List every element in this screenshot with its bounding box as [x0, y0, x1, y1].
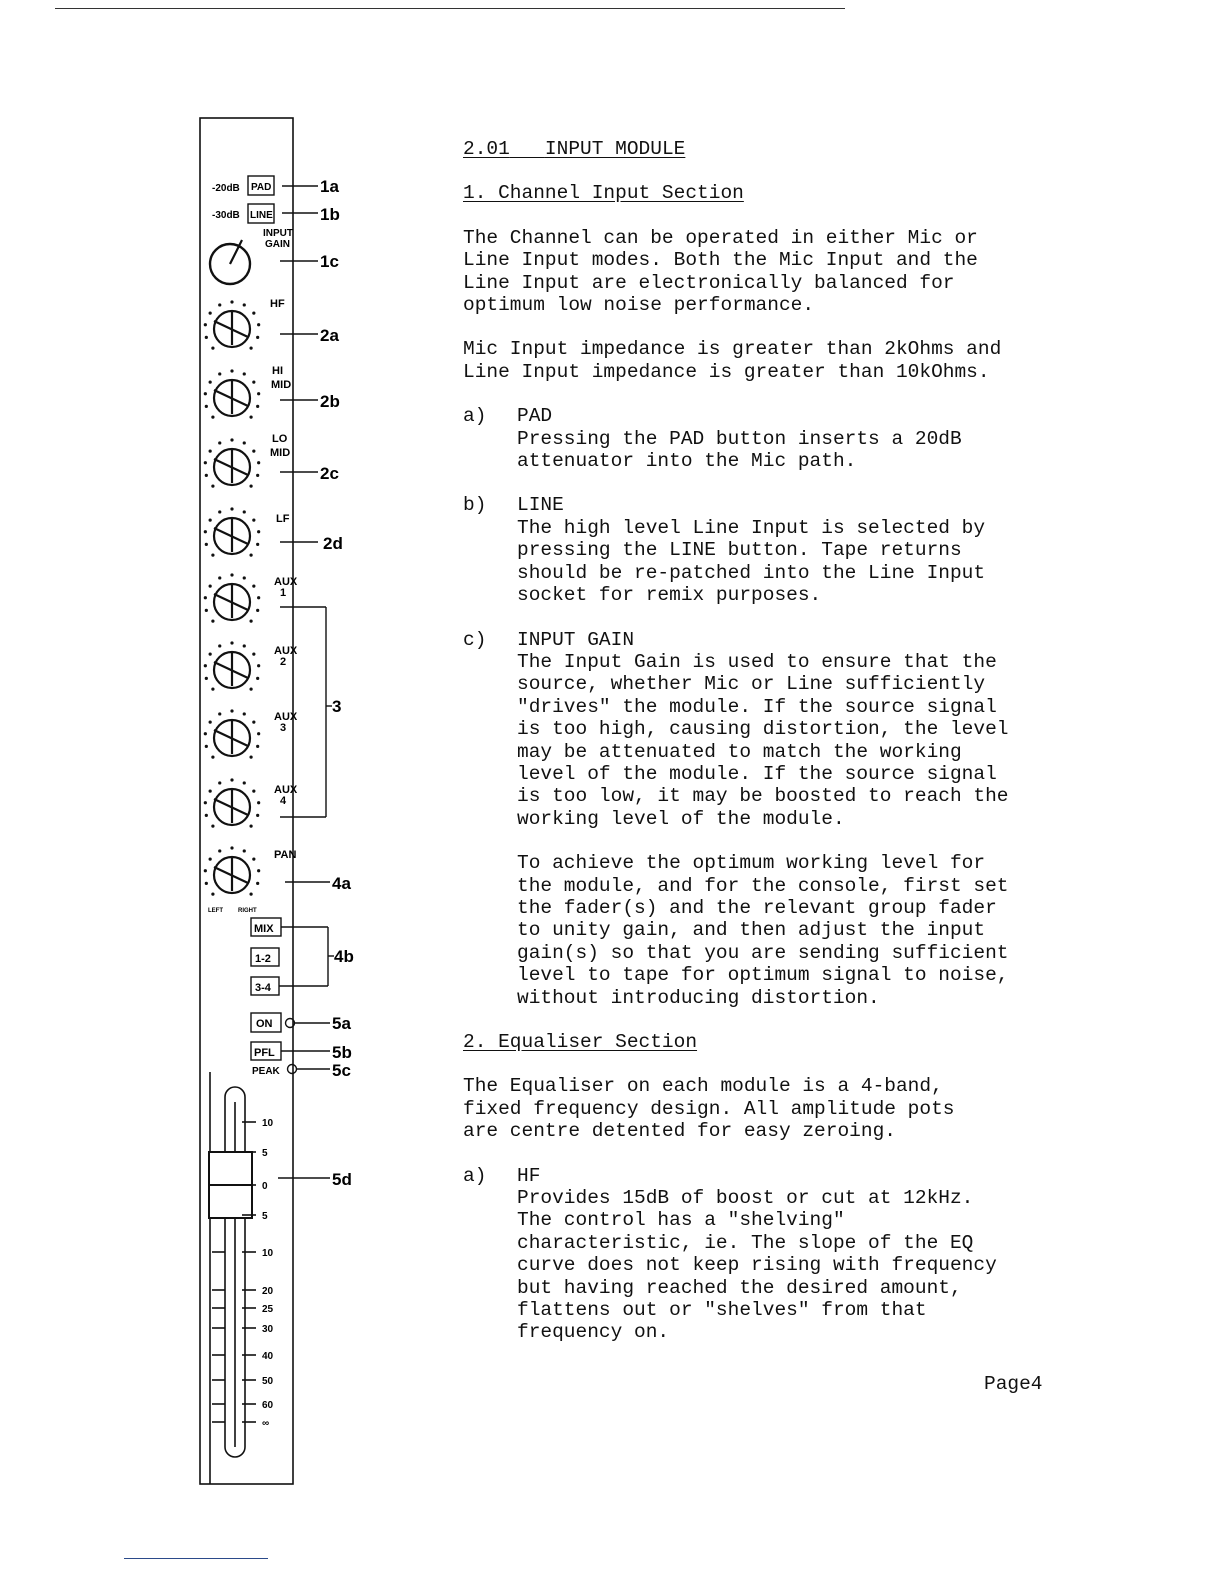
lo-label: LO	[272, 433, 288, 445]
pad-label: -20dB	[212, 183, 240, 194]
hi-mid-label: MID	[271, 379, 292, 391]
bottom-rule	[124, 1558, 268, 1559]
document-text	[463, 138, 1123, 1366]
channel-input-impedance: Mic Input impedance is greater than 2kOhms and Line Input impedance is greater than 10kOhms.	[463, 338, 1002, 383]
peak-label: PEAK	[252, 1066, 280, 1077]
fader-scale-label: 20	[262, 1286, 274, 1297]
fader-scale-label: 5	[262, 1211, 268, 1222]
aux3-number: 3	[280, 722, 287, 734]
lf-knob[interactable]	[204, 507, 261, 556]
input-module-diagram	[190, 112, 370, 1497]
callout-5a: 5a	[332, 1014, 351, 1033]
fader-scale-label: 10	[262, 1118, 274, 1129]
fader-scale-label: 0	[262, 1181, 268, 1192]
aux1-knob[interactable]	[204, 573, 261, 622]
aux2-number: 2	[280, 656, 287, 668]
callout-1c: 1c	[320, 252, 339, 271]
line-button-label: LINE	[250, 210, 273, 221]
pan-label: PAN	[274, 849, 297, 861]
fader-scale-label: 50	[262, 1376, 274, 1387]
item-text: Pressing the PAD button inserts a 20dB attenuator into the Mic path.	[517, 427, 962, 473]
callout-3: 3	[332, 697, 342, 716]
item-hf	[463, 1165, 1123, 1344]
aux1-number: 1	[280, 587, 287, 599]
callout-1a: 1a	[320, 177, 339, 196]
fader-scale-label: 10	[262, 1248, 274, 1259]
pad-button-label: PAD	[251, 182, 272, 193]
aux2-label: AUX	[274, 645, 298, 657]
fader-scale-label: 40	[262, 1351, 274, 1362]
aux4-number: 4	[280, 795, 287, 807]
pan-right: RIGHT	[238, 908, 257, 914]
section-title	[463, 138, 1123, 160]
lo-mid-label: MID	[270, 447, 291, 459]
aux4-label: AUX	[274, 784, 298, 796]
hf-knob[interactable]	[204, 300, 261, 349]
channel-input-intro: The Channel can be operated in either Mic or Line Input modes. Both the Mic Input and the Line Input are electronically balanced for optimum low noise performance.	[463, 226, 978, 317]
item-line	[463, 494, 1123, 606]
item-title: LINE	[517, 494, 564, 517]
aux3-knob[interactable]	[204, 709, 261, 758]
item-title: PAD	[517, 405, 553, 428]
fader-scale-label: ∞	[262, 1418, 270, 1429]
input-gain-knob[interactable]	[210, 240, 250, 284]
item-title: INPUT GAIN	[517, 628, 635, 651]
callout-1b: 1b	[320, 205, 340, 224]
gain-label-2: GAIN	[265, 239, 290, 250]
aux3-label: AUX	[274, 711, 298, 723]
fader-scale-label: 30	[262, 1324, 274, 1335]
section-number: 2.01	[463, 138, 510, 160]
pfl-button-label: PFL	[254, 1047, 275, 1059]
fader-scale-label: 5	[262, 1148, 268, 1159]
route-12-label: 1-2	[255, 953, 271, 965]
callout-5d: 5d	[332, 1170, 352, 1189]
aux1-label: AUX	[274, 576, 298, 588]
callout-5c: 5c	[332, 1061, 351, 1080]
item-text: The Input Gain is used to ensure that the source, whether Mic or Line sufficiently "drives" the module. If the source signal is too high, causing distortion, the level may be attenuated to match the working level of the module. If the source signal is too low, it may be boosted to reach the working level of the module.	[517, 650, 1009, 830]
callout-5b: 5b	[332, 1043, 352, 1062]
item-title: HF	[517, 1164, 541, 1187]
aux4-knob[interactable]	[204, 778, 261, 827]
hf-label: HF	[270, 298, 285, 310]
fader-scale-label: 25	[262, 1304, 274, 1315]
hi-mid-knob[interactable]	[204, 369, 261, 418]
item-pad	[463, 405, 1123, 472]
peak-led	[288, 1065, 297, 1074]
channel-input-heading: 1. Channel Input Section	[463, 182, 744, 205]
gain-label-1: INPUT	[263, 228, 293, 239]
pan-left: LEFT	[208, 908, 223, 914]
section-title-text: INPUT MODULE	[544, 138, 686, 160]
callout-2c: 2c	[320, 464, 339, 483]
equaliser-heading: 2. Equaliser Section	[463, 1031, 698, 1053]
line-label: -30dB	[212, 210, 240, 221]
callout-4a: 4a	[332, 874, 351, 893]
item-text: Provides 15dB of boost or cut at 12kHz. The control has a "shelving" characteristic, ie. The slope of the EQ curve does not keep rising with frequency but having reached the desired amount, flattens out or "shelves" from that frequency on.	[517, 1187, 997, 1344]
item-text: The high level Line Input is selected by pressing the LINE button. Tape returns should be re-patched into the Line Input socket for remix purposes.	[517, 516, 986, 607]
top-rule	[55, 8, 845, 9]
route-34-label: 3-4	[255, 982, 271, 994]
item-label: c)	[463, 628, 487, 651]
lo-mid-knob[interactable]	[204, 438, 261, 487]
item-text-extra: To achieve the optimum working level for the module, and for the console, first set the fader(s) and the relevant group fader to unity gain, and then adjust the input gain(s) so that you are sending sufficient level to tape for optimum signal to noise, without introducing distortion.	[517, 852, 1009, 1009]
callout-4b: 4b	[334, 947, 354, 966]
aux2-knob[interactable]	[204, 641, 261, 690]
on-button-label: ON	[256, 1018, 273, 1030]
page-number: Page4	[984, 1373, 1043, 1395]
item-label: a)	[463, 405, 487, 428]
item-label: a)	[463, 1164, 487, 1187]
fader-scale-label: 60	[262, 1400, 274, 1411]
item-label: b)	[463, 494, 487, 517]
lf-label: LF	[276, 513, 290, 525]
hi-label: HI	[272, 365, 283, 377]
callout-2d: 2d	[323, 534, 343, 553]
item-input-gain	[463, 629, 1123, 1010]
mix-button-label: MIX	[254, 923, 274, 935]
pan-knob[interactable]	[204, 846, 261, 895]
callout-2a: 2a	[320, 326, 339, 345]
callout-2b: 2b	[320, 392, 340, 411]
equaliser-intro: The Equaliser on each module is a 4-band, fixed frequency design. All amplitude pots are centre detented for easy zeroing.	[463, 1075, 955, 1143]
